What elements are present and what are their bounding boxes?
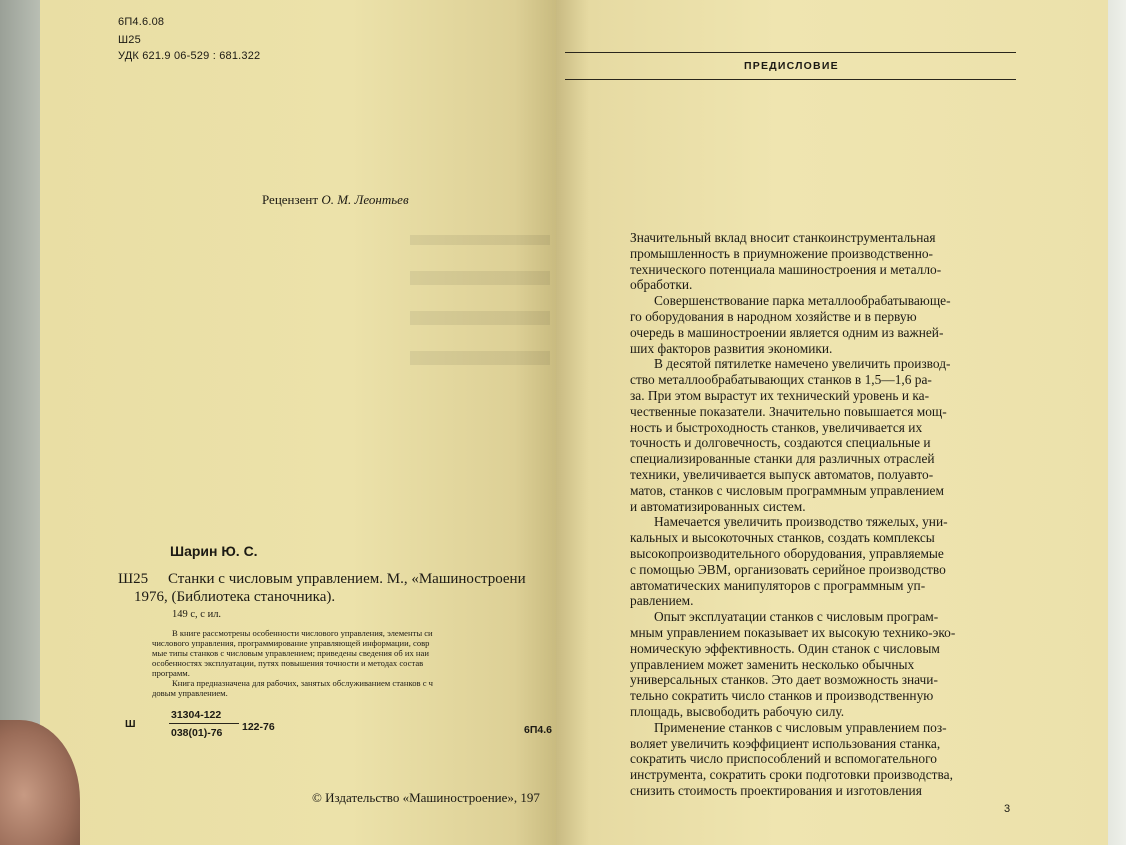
code-numerator: 31304-122 (171, 709, 222, 721)
annotation-line: В книге рассмотрены особенности числового управления, элементы си (172, 628, 433, 638)
pages-info: 149 с, с ил. (172, 609, 222, 620)
text-line: универсальных станков. Это дает возможность значи- (630, 672, 938, 688)
paragraph (630, 293, 1002, 356)
paragraph (630, 609, 1002, 720)
annotation-line: особенностях эксплуатации, путях повышения точности и методах состав (152, 658, 424, 668)
annotation (152, 628, 433, 698)
paragraph (630, 720, 1002, 799)
left-page (40, 0, 556, 845)
text-line: техники, увеличивается выпуск автоматов, полуавто- (630, 466, 934, 482)
text-line: Применение станков с числовым управлением поз- (654, 719, 947, 735)
paragraph (630, 514, 1002, 609)
text-line: автоматических манипуляторов с программным уп- (630, 577, 926, 593)
text-line: Намечается увеличить производство тяжелых, уни- (654, 514, 948, 530)
text-line: снизить стоимость проектирования и изготовления (630, 782, 922, 798)
paragraph (630, 356, 1002, 514)
text-line: ших факторов развития экономики. (630, 340, 833, 356)
text-line: Опыт эксплуатации станков с числовым програм- (654, 609, 939, 625)
text-line: за. При этом вырастут их технический уровень и ка- (630, 387, 930, 403)
text-line: воляет увеличить коэффициент использования станка, (630, 735, 941, 751)
text-line: го оборудования в народном хозяйстве и в первую (630, 308, 917, 324)
text-line: номическую эффективность. Один станок с числовым (630, 640, 940, 656)
text-line: Значительный вклад вносит станкоинструментальная (630, 230, 936, 245)
text-line: мным управлением показывает их высокую технико-эко- (630, 624, 956, 640)
text-line: кальных и высокоточных станков, создать комплексы (630, 530, 935, 546)
copyright: © Издательство «Машиностроение», 197 (312, 790, 540, 805)
annotation-line: довым управлением. (152, 688, 228, 698)
text-line: ство металлообрабатывающих станков в 1,5—1,6 ра- (630, 372, 932, 388)
text-line: сократить число приспособлений и вспомогательного (630, 751, 937, 767)
code-letter: Ш (125, 718, 136, 730)
page-number: 3 (1004, 803, 1011, 815)
code-suffix: 122-76 (242, 721, 275, 733)
text-line: площадь, высвободить рабочую силу. (630, 703, 845, 719)
text-line: специализированные станки для различных отраслей (630, 451, 935, 467)
text-line: точность и долговечность, создаются специальные и (630, 435, 931, 451)
heading-rule-bottom (565, 79, 1016, 80)
text-line: технического потенциала машиностроения и металло- (630, 261, 942, 277)
right-page (556, 0, 1108, 845)
text-line: высокопроизводительного оборудования, управляемые (630, 545, 944, 561)
reviewer-name: О. М. Леонтьев (321, 192, 409, 207)
heading-rule-top (565, 52, 1016, 53)
code-denominator: 038(01)-76 (171, 727, 223, 739)
title-line-2: 1976, (Библиотека станочника). (134, 589, 336, 605)
text-line: управлением может заменить несколько обычных (630, 656, 915, 672)
annotation-line: программ. (152, 668, 190, 678)
code-fraction-bar (169, 723, 239, 724)
paragraph (630, 230, 1002, 293)
text-line: ность и быстроходность станков, увеличивается их (630, 419, 923, 435)
show-through-print (410, 235, 550, 365)
text-line: тельно сократить число станков и производственную (630, 688, 934, 704)
author-mark: Ш25 (118, 34, 141, 46)
author-name: Шарин Ю. С. (170, 543, 258, 559)
text-line: В десятой пятилетке намечено увеличить производ- (654, 356, 951, 372)
text-line: очередь в машиностроении является одним из важней- (630, 324, 944, 340)
text-line: инструмента, сократить сроки подготовки производства, (630, 767, 953, 783)
text-line: обработки. (630, 277, 693, 293)
text-line: равлением. (630, 593, 694, 609)
annotation-line: Книга предназначена для рабочих, занятых обслуживанием станков с ч (172, 678, 433, 688)
annotation-line: числового управления, программирование управляющей информации, совр (152, 638, 430, 648)
text-line: и автоматизированных систем. (630, 498, 806, 514)
preface-body (630, 230, 1002, 799)
text-line: чественные показатели. Значительно повышается мощ- (630, 403, 947, 419)
code-right: 6П4.6 (524, 724, 552, 736)
text-line: Совершенствование парка металлообрабатывающе- (654, 293, 951, 309)
reviewer-line (262, 192, 409, 208)
bbk-code: 6П4.6.08 (118, 16, 165, 28)
text-line: с помощью ЭВМ, организовать серийное производство (630, 561, 946, 577)
shelf-code: Ш25 (118, 571, 149, 587)
text-line: матов, станков с числовым программным управлением (630, 482, 944, 498)
udc-code: УДК 621.9 06-529 : 681.322 (118, 50, 261, 62)
annotation-line: мые типы станков с числовым управлением; приведены сведения об их наи (152, 648, 429, 658)
reviewer-label: Рецензент (262, 192, 319, 207)
title-line-1: Станки с числовым управлением. М., «Машиностроени (168, 571, 526, 587)
section-heading: ПРЕДИСЛОВИЕ (744, 60, 839, 72)
text-line: промышленность в приумножение производственно- (630, 245, 934, 261)
